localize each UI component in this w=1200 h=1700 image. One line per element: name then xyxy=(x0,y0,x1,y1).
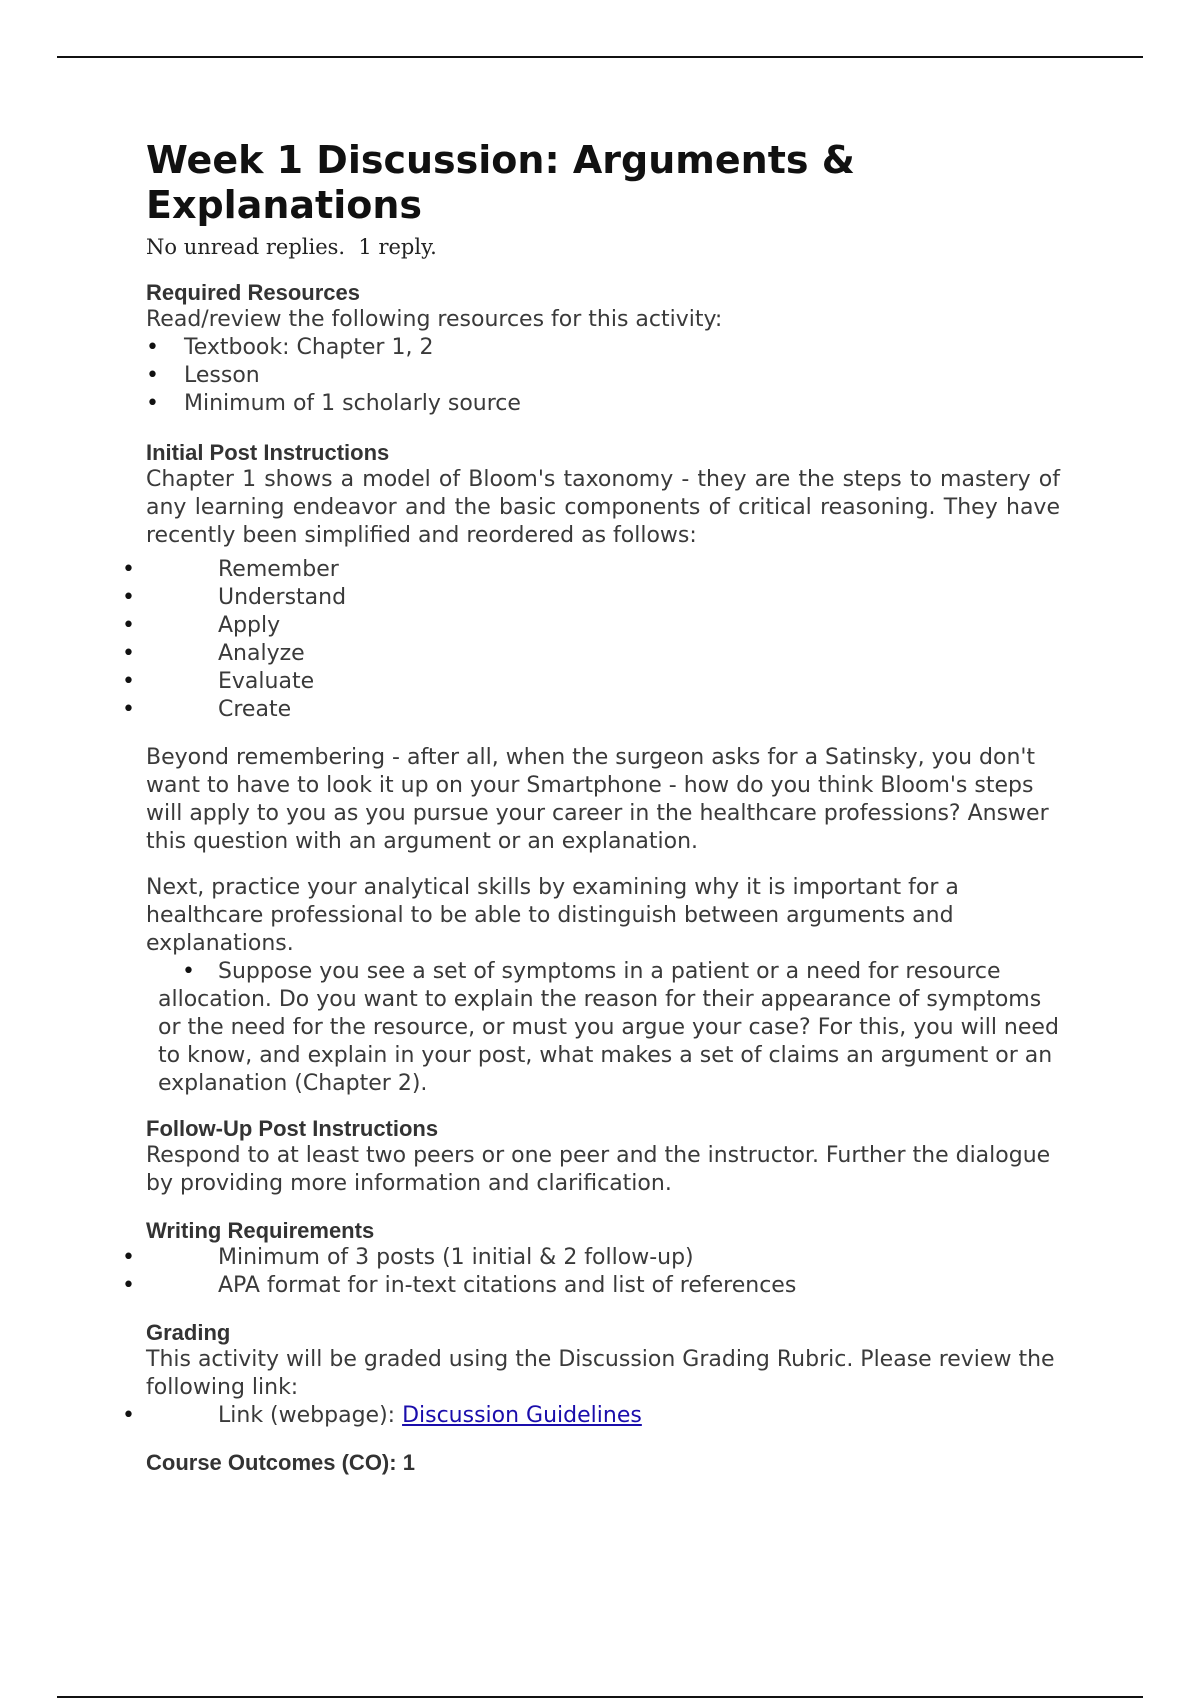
grading-heading: Grading xyxy=(146,1320,231,1345)
initial-post-paragraph: Next, practice your analytical skills by examining why it is important for a healthcare professional to be able to distinguish between arguments and explanations. xyxy=(146,875,959,956)
bloom-steps-list xyxy=(146,556,1060,724)
top-rule xyxy=(57,56,1143,58)
list-item: • Suppose you see a set of symptoms in a patient or a need for resource allocation. Do you want to explain the reason for their appearance of symptoms or the need for the resource, or must you argue your case? For this, you will need to know, and explain in your post, what makes a set of claims an argument or an explanation (Chapter 2). xyxy=(146,958,1060,1098)
list-item: • Minimum of 1 scholarly source xyxy=(146,390,1060,418)
follow-up-heading: Follow-Up Post Instructions xyxy=(146,1116,439,1141)
grading-text: This activity will be graded using the Discussion Grading Rubric. Please review the following link: xyxy=(146,1347,1055,1400)
list-item: • Understand xyxy=(146,584,1060,612)
list-item: • Create xyxy=(146,696,1060,724)
course-outcomes: Course Outcomes (CO): 1 xyxy=(146,1450,415,1475)
discussion-guidelines-link[interactable]: Discussion Guidelines xyxy=(402,1403,642,1428)
list-item: • Textbook: Chapter 1, 2 xyxy=(146,334,1060,362)
list-item: • Analyze xyxy=(146,640,1060,668)
initial-post-intro: Chapter 1 shows a model of Bloom's taxonomy - they are the steps to mastery of any learning endeavor and the basic components of critical reasoning. They have recently been simplified and reordered as follows: xyxy=(146,467,1060,548)
resources-list xyxy=(146,334,1060,418)
list-item: • Apply xyxy=(146,612,1060,640)
list-item: • APA format for in-text citations and list of references xyxy=(146,1272,1060,1300)
grading-list xyxy=(146,1402,1060,1430)
initial-post-heading: Initial Post Instructions xyxy=(146,440,390,465)
list-item: • Minimum of 3 posts (1 initial & 2 follow-up) xyxy=(146,1244,1060,1272)
required-resources-intro: Read/review the following resources for this activity: xyxy=(146,307,723,332)
list-item: • Evaluate xyxy=(146,668,1060,696)
list-item: • Lesson xyxy=(146,362,1060,390)
list-item xyxy=(146,1402,1060,1430)
link-prefix: Link (webpage): xyxy=(218,1403,403,1428)
bottom-rule xyxy=(57,1696,1143,1698)
writing-requirements-list xyxy=(146,1244,1060,1300)
initial-post-paragraph: Beyond remembering - after all, when the surgeon asks for a Satinsky, you don't want to have to look it up on your Smartphone - how do you think Bloom's steps will apply to you as you pursue your career in the healthcare professions? Answer this question with an argument or an explanation. xyxy=(146,745,1049,854)
discussion-content xyxy=(146,138,1060,1476)
page-title: Week 1 Discussion: Arguments & Explanations xyxy=(146,138,855,227)
list-item: • Remember xyxy=(146,556,1060,584)
reply-status: No unread replies. 1 reply. xyxy=(146,235,437,259)
writing-requirements-heading: Writing Requirements xyxy=(146,1218,375,1243)
follow-up-text: Respond to at least two peers or one peer and the instructor. Further the dialogue by providing more information and clarification. xyxy=(146,1143,1051,1196)
initial-post-bullets xyxy=(146,958,1060,1098)
required-resources-heading: Required Resources xyxy=(146,280,360,305)
